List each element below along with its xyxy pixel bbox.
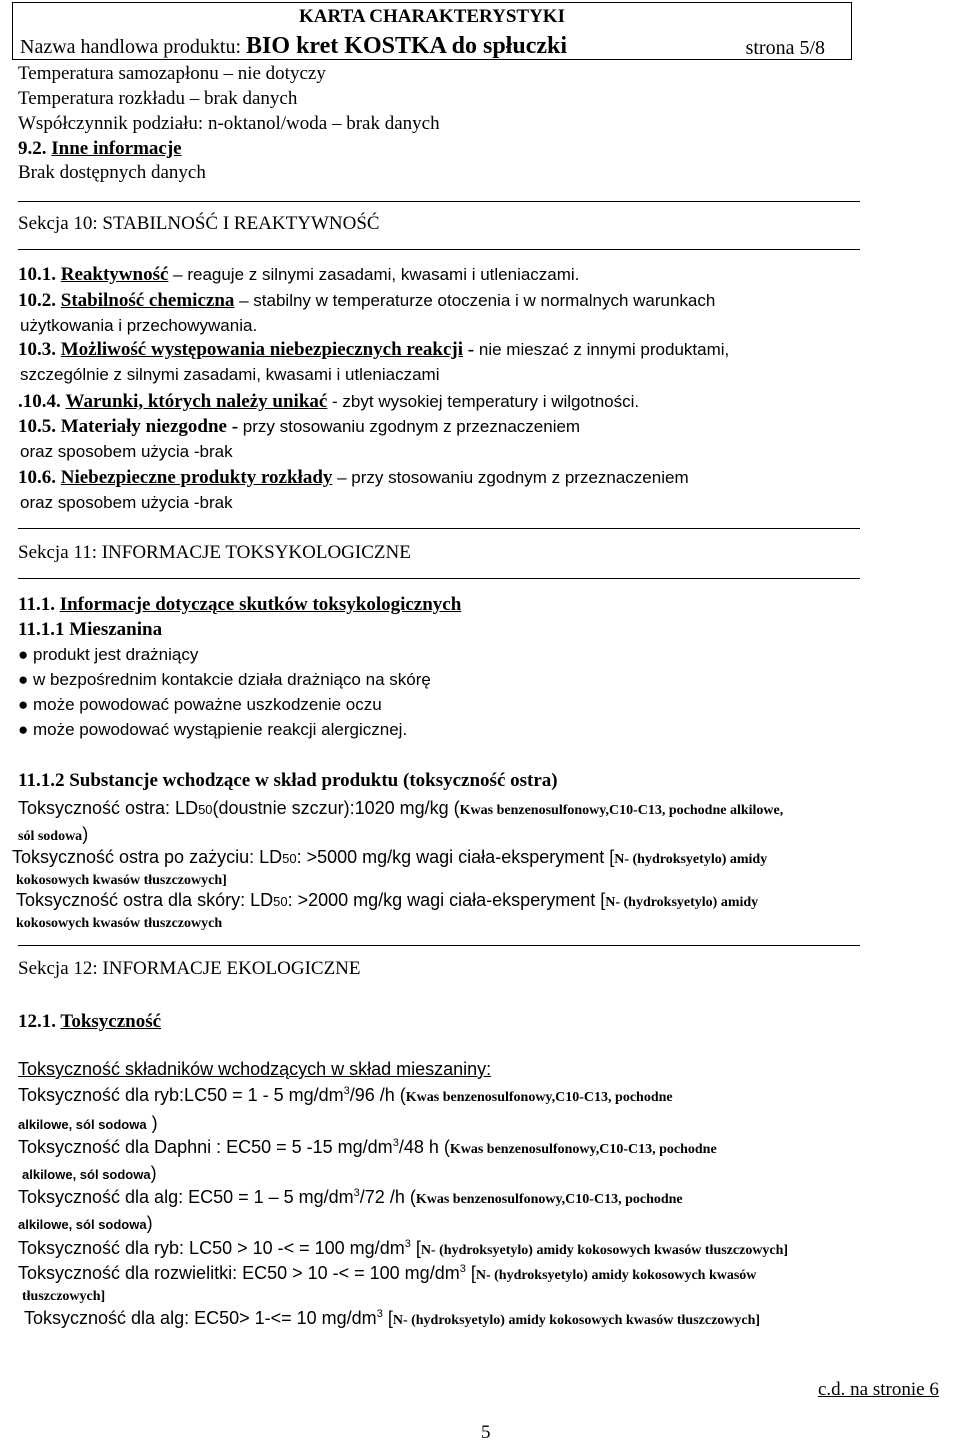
item-10-5 [18,416,580,438]
toxicity-algae-2 [24,1307,760,1332]
ld-subscript: 50 [282,851,297,866]
section-11-title: Sekcja 11: INFORMACJE TOKSYKOLOGICZNE [18,542,411,563]
closing-paren: ) [146,1213,153,1233]
toxicity-daphnia-continuation [22,1162,157,1186]
toxicity-fish-2 [18,1237,788,1262]
item-10-3-continuation: szczególnie z silnymi zasadami, kwasami i utleniaczami [20,365,440,384]
bullet-item: ● w bezpośrednim kontakcie działa drażniąco na skórę [18,670,431,689]
heading-11-1-1: 11.1.1 Mieszanina [18,619,163,640]
toxicity-algae-continuation [18,1212,153,1236]
substance-name: Kwas benzenosulfonowy,C10-C13, pochodne [405,1090,673,1105]
substance-name: Kwas benzenosulfonowy,C10-C13, pochodne alkilowe, [459,803,784,818]
superscript: 3 [404,1238,411,1250]
item-10-2 [18,290,715,312]
heading-11-1-number: 11.1. [18,594,55,615]
page-number: 5 [481,1422,491,1443]
decomposition-line: Temperatura rozkładu – brak danych [18,88,298,109]
item-10-3-dash: - [463,339,479,360]
toxicity-water-flea [18,1262,756,1287]
toxicity-fish-rest: /96 /h ( [349,1085,406,1105]
item-10-1-text: – reaguje z silnymi zasadami, kwasami i utleniaczami. [168,265,580,284]
product-name-line [20,33,567,60]
item-10-2-number: 10.2. [18,290,56,311]
bullet-item: ● może powodować poważne uszkodzenie oczu [18,695,382,714]
toxicity-water-flea-text: Toksyczność dla rozwielitki: EC50 > 10 -< = 100 mg/dm [18,1263,460,1283]
continued-note: c.d. na stronie 6 [818,1379,939,1400]
partition-line: Współczynnik podziału: n-oktanol/woda – brak danych [18,113,440,134]
acute-toxicity-oral-value: (doustnie szczur):1020 mg/kg ( [212,798,460,818]
item-10-5-continuation: oraz sposobem użycia -brak [20,442,233,461]
item-10-4-text: - zbyt wysokiej temperatury i wilgotności. [327,392,640,411]
acute-toxicity-ingestion [12,846,767,871]
heading-12-1-title: Toksyczność [60,1011,162,1032]
bullet-item: ● produkt jest drażniący [18,645,199,664]
item-10-5-number: 10.5. [18,416,56,437]
closing-paren: ) [146,1113,158,1133]
product-name-label: Nazwa handlowa produktu: [20,36,242,58]
divider [18,945,860,946]
item-10-5-title: Materiały niezgodne - [60,416,239,437]
document-title: KARTA CHARAKTERYSTYKI [299,6,565,27]
acute-toxicity-ingestion-text: Toksyczność ostra po zażyciu: LD [12,847,283,867]
heading-9-2-number: 9.2. [18,138,47,159]
superscript: 3 [343,1085,350,1097]
item-10-4-title: Warunki, których należy unikać [65,391,328,412]
toxicity-fish-continuation [18,1112,158,1136]
components-toxicity-heading: Toksyczność składników wchodzących w skład mieszaniny: [18,1059,492,1079]
toxicity-algae-rest: /72 /h ( [359,1187,416,1207]
heading-9-2 [18,138,182,160]
acute-toxicity-ingestion-value: : >5000 mg/kg wagi ciała-eksperyment [ [296,847,615,867]
toxicity-algae-2-text: Toksyczność dla alg: EC50> 1-<= 10 mg/dm [24,1308,377,1328]
item-10-4-number: .10.4. [18,391,61,412]
ld-subscript: 50 [198,802,213,817]
item-10-6-continuation: oraz sposobem użycia -brak [20,493,233,512]
divider [18,249,860,250]
substance-name: Kwas benzenosulfonowy,C10-C13, pochodne [449,1142,717,1157]
heading-11-1 [18,594,461,616]
acute-toxicity-dermal [16,889,758,914]
substance-name: Kwas benzenosulfonowy,C10-C13, pochodne [415,1192,683,1207]
no-data-line: Brak dostępnych danych [18,162,206,183]
ld-subscript: 50 [273,894,288,909]
item-10-4 [18,391,639,413]
substance-name: N- (hydroksyetylo) amidy kokosowych kwasów tłuszczowych] [392,1313,761,1328]
substance-name-cont: kokosowych kwasów tłuszczowych [16,916,223,931]
section-10-title: Sekcja 10: STABILNOŚĆ I REAKTYWNOŚĆ [18,213,380,234]
toxicity-fish-2-rest: [ [410,1238,421,1258]
bullet-item: ● może powodować wystąpienie reakcji alergicznej. [18,720,408,739]
page-indicator: strona 5/8 [745,37,825,59]
superscript: 3 [376,1308,383,1320]
acute-toxicity-oral-continuation [18,823,88,848]
toxicity-fish-text: Toksyczność dla ryb:LC50 = 1 - 5 mg/dm [18,1085,344,1105]
heading-9-2-title: Inne informacje [51,138,182,159]
toxicity-algae-text: Toksyczność dla alg: EC50 = 1 – 5 mg/dm [18,1187,354,1207]
heading-12-1-number: 12.1. [18,1011,56,1032]
substance-name-cont: tłuszczowych] [22,1289,106,1304]
divider [18,578,860,579]
substance-name-cont: sól sodowa [18,829,83,844]
item-10-2-continuation: użytkowania i przechowywania. [20,316,258,335]
closing-paren: ) [82,824,89,844]
item-10-6-title: Niebezpieczne produkty rozkłady [60,467,333,488]
item-10-1 [18,264,579,286]
section-12-title: Sekcja 12: INFORMACJE EKOLOGICZNE [18,958,361,979]
divider [18,528,860,529]
item-10-6-text: – przy stosowaniu zgodnym z przeznaczeniem [332,468,689,487]
product-name: BIO kret KOSTKA do spłuczki [246,33,568,59]
toxicity-fish-2-text: Toksyczność dla ryb: LC50 > 10 -< = 100 mg/dm [18,1238,405,1258]
substance-name: N- (hydroksyetylo) amidy [614,852,768,867]
divider [18,201,860,202]
closing-paren: ) [150,1163,157,1183]
acute-toxicity-oral-text: Toksyczność ostra: LD [18,798,199,818]
item-10-3 [18,339,729,361]
item-10-1-number: 10.1. [18,264,56,285]
substance-name-cont: alkilowe, sól sodowa [18,1217,147,1232]
toxicity-daphnia-text: Toksyczność dla Daphni : EC50 = 5 -15 mg/dm [18,1137,393,1157]
item-10-2-text: – stabilny w temperaturze otoczenia i w normalnych warunkach [234,291,716,310]
substance-name: N- (hydroksyetylo) amidy kokosowych kwasów tłuszczowych] [420,1243,789,1258]
toxicity-fish [18,1084,673,1109]
acute-toxicity-dermal-text: Toksyczność ostra dla skóry: LD [16,890,274,910]
heading-11-1-title: Informacje dotyczące skutków toksykologicznych [59,594,462,615]
substance-name-cont: kokosowych kwasów tłuszczowych] [16,873,227,888]
toxicity-algae [18,1186,683,1211]
item-10-2-title: Stabilność chemiczna [60,290,235,311]
substance-name-cont: alkilowe, sól sodowa [22,1167,151,1182]
substance-name: N- (hydroksyetylo) amidy kokosowych kwasów [475,1268,757,1283]
item-10-6 [18,467,689,489]
document-header [12,2,852,60]
superscript: 3 [392,1137,399,1149]
toxicity-daphnia-rest: /48 h ( [398,1137,450,1157]
heading-12-1 [18,1011,161,1033]
toxicity-water-flea-rest: [ [465,1263,476,1283]
acute-toxicity-dermal-value: : >2000 mg/kg wagi ciała-eksperyment [ [287,890,606,910]
acute-toxicity-oral [18,797,783,822]
item-10-6-number: 10.6. [18,467,56,488]
autoignition-line: Temperatura samozapłonu – nie dotyczy [18,63,326,84]
item-10-1-title: Reaktywność [60,264,169,285]
heading-11-1-2: 11.1.2 Substancje wchodzące w skład produktu (toksyczność ostra) [18,770,558,791]
item-10-3-text: nie mieszać z innymi produktami, [478,340,730,359]
substance-name-cont: alkilowe, sól sodowa [18,1117,147,1132]
toxicity-daphnia [18,1136,717,1161]
substance-name: N- (hydroksyetylo) amidy [605,895,759,910]
item-10-5-text: przy stosowaniu zgodnym z przeznaczeniem [238,417,581,436]
item-10-3-number: 10.3. [18,339,56,360]
superscript: 3 [459,1263,466,1275]
item-10-3-title: Możliwość występowania niebezpiecznych reakcji [60,339,464,360]
toxicity-algae-2-rest: [ [382,1308,393,1328]
superscript: 3 [353,1187,360,1199]
